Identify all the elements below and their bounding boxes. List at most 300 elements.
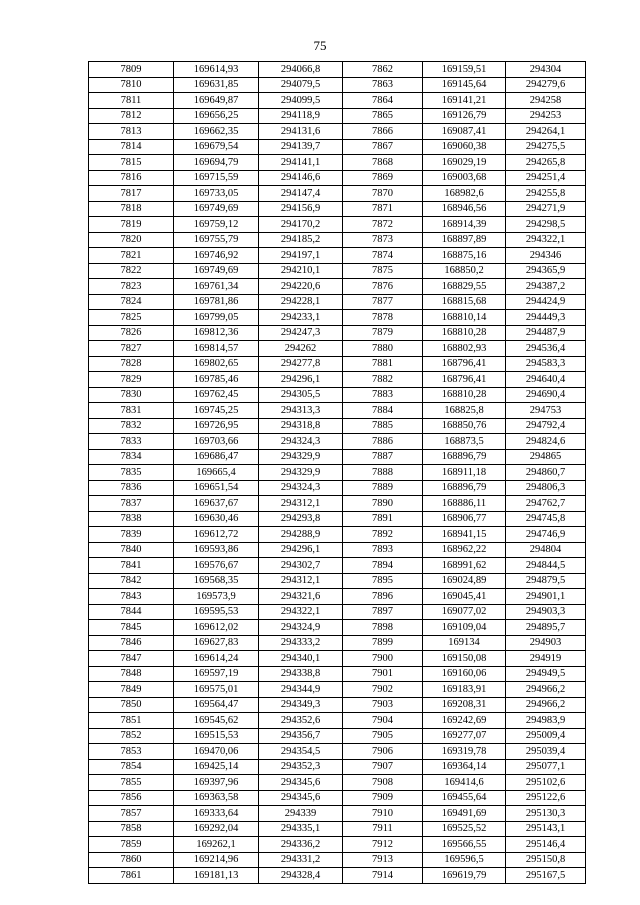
y-coordinate-cell: 294804 — [506, 542, 586, 558]
y-coordinate-cell: 294338,8 — [259, 666, 343, 682]
x-coordinate-cell: 169060,38 — [423, 139, 506, 155]
x-coordinate-cell: 169627,83 — [174, 635, 259, 651]
x-coordinate-cell: 168896,79 — [423, 480, 506, 496]
y-coordinate-cell: 294331,2 — [259, 852, 343, 868]
x-coordinate-cell: 169749,69 — [174, 201, 259, 217]
point-number-cell: 7889 — [343, 480, 423, 496]
y-coordinate-cell: 294264,1 — [506, 124, 586, 140]
point-number-cell: 7914 — [343, 868, 423, 884]
table-row — [89, 682, 586, 698]
point-number-cell: 7851 — [89, 713, 174, 729]
table-row — [89, 542, 586, 558]
point-number-cell: 7846 — [89, 635, 174, 651]
table-row — [89, 124, 586, 140]
y-coordinate-cell: 295143,1 — [506, 821, 586, 837]
x-coordinate-cell: 169593,86 — [174, 542, 259, 558]
x-coordinate-cell: 169630,46 — [174, 511, 259, 527]
x-coordinate-cell: 168810,28 — [423, 325, 506, 341]
x-coordinate-cell: 169470,06 — [174, 744, 259, 760]
y-coordinate-cell: 294233,1 — [259, 310, 343, 326]
point-number-cell: 7824 — [89, 294, 174, 310]
y-coordinate-cell: 294903,3 — [506, 604, 586, 620]
y-coordinate-cell: 294313,3 — [259, 403, 343, 419]
table-row — [89, 186, 586, 202]
point-number-cell: 7894 — [343, 558, 423, 574]
point-number-cell: 7878 — [343, 310, 423, 326]
x-coordinate-cell: 169145,64 — [423, 77, 506, 93]
x-coordinate-cell: 168810,14 — [423, 310, 506, 326]
y-coordinate-cell: 294487,9 — [506, 325, 586, 341]
point-number-cell: 7841 — [89, 558, 174, 574]
y-coordinate-cell: 294352,3 — [259, 759, 343, 775]
point-number-cell: 7813 — [89, 124, 174, 140]
x-coordinate-cell: 169319,78 — [423, 744, 506, 760]
y-coordinate-cell: 294293,8 — [259, 511, 343, 527]
point-number-cell: 7872 — [343, 217, 423, 233]
point-number-cell: 7896 — [343, 589, 423, 605]
point-number-cell: 7818 — [89, 201, 174, 217]
x-coordinate-cell: 169814,57 — [174, 341, 259, 357]
point-number-cell: 7811 — [89, 93, 174, 109]
y-coordinate-cell: 294966,2 — [506, 682, 586, 698]
point-number-cell: 7893 — [343, 542, 423, 558]
x-coordinate-cell: 169726,95 — [174, 418, 259, 434]
point-number-cell: 7856 — [89, 790, 174, 806]
point-number-cell: 7809 — [89, 62, 174, 78]
table-row — [89, 325, 586, 341]
x-coordinate-cell: 169812,36 — [174, 325, 259, 341]
table-row — [89, 651, 586, 667]
x-coordinate-cell: 168941,15 — [423, 527, 506, 543]
table-row — [89, 403, 586, 419]
x-coordinate-cell: 169597,19 — [174, 666, 259, 682]
x-coordinate-cell: 168850,2 — [423, 263, 506, 279]
y-coordinate-cell: 294352,6 — [259, 713, 343, 729]
x-coordinate-cell: 169077,02 — [423, 604, 506, 620]
point-number-cell: 7912 — [343, 837, 423, 853]
y-coordinate-cell: 294312,1 — [259, 496, 343, 512]
point-number-cell: 7898 — [343, 620, 423, 636]
y-coordinate-cell: 294275,5 — [506, 139, 586, 155]
x-coordinate-cell: 169612,02 — [174, 620, 259, 636]
point-number-cell: 7901 — [343, 666, 423, 682]
x-coordinate-cell: 169515,53 — [174, 728, 259, 744]
x-coordinate-cell: 169292,04 — [174, 821, 259, 837]
x-coordinate-cell: 168982,6 — [423, 186, 506, 202]
point-number-cell: 7895 — [343, 573, 423, 589]
x-coordinate-cell: 169746,92 — [174, 248, 259, 264]
point-number-cell: 7834 — [89, 449, 174, 465]
y-coordinate-cell: 295009,4 — [506, 728, 586, 744]
point-number-cell: 7840 — [89, 542, 174, 558]
table-row — [89, 790, 586, 806]
table-row — [89, 480, 586, 496]
x-coordinate-cell: 169612,72 — [174, 527, 259, 543]
point-number-cell: 7860 — [89, 852, 174, 868]
y-coordinate-cell: 294983,9 — [506, 713, 586, 729]
point-number-cell: 7883 — [343, 387, 423, 403]
y-coordinate-cell: 294220,6 — [259, 279, 343, 295]
y-coordinate-cell: 294339 — [259, 806, 343, 822]
x-coordinate-cell: 169141,21 — [423, 93, 506, 109]
y-coordinate-cell: 294322,1 — [506, 232, 586, 248]
point-number-cell: 7910 — [343, 806, 423, 822]
y-coordinate-cell: 294253 — [506, 108, 586, 124]
point-number-cell: 7822 — [89, 263, 174, 279]
point-number-cell: 7825 — [89, 310, 174, 326]
y-coordinate-cell: 294345,6 — [259, 790, 343, 806]
y-coordinate-cell: 294279,6 — [506, 77, 586, 93]
point-number-cell: 7831 — [89, 403, 174, 419]
y-coordinate-cell: 294745,8 — [506, 511, 586, 527]
point-number-cell: 7904 — [343, 713, 423, 729]
y-coordinate-cell: 294304 — [506, 62, 586, 78]
table-row — [89, 635, 586, 651]
table-row — [89, 620, 586, 636]
y-coordinate-cell: 294329,9 — [259, 449, 343, 465]
page-number: 75 — [313, 38, 327, 53]
x-coordinate-cell: 168991,62 — [423, 558, 506, 574]
x-coordinate-cell: 169662,35 — [174, 124, 259, 140]
x-coordinate-cell: 169181,13 — [174, 868, 259, 884]
x-coordinate-cell: 169637,67 — [174, 496, 259, 512]
x-coordinate-cell: 169160,06 — [423, 666, 506, 682]
point-number-cell: 7882 — [343, 372, 423, 388]
x-coordinate-cell: 169781,86 — [174, 294, 259, 310]
point-number-cell: 7907 — [343, 759, 423, 775]
y-coordinate-cell: 294210,1 — [259, 263, 343, 279]
y-coordinate-cell: 294354,5 — [259, 744, 343, 760]
y-coordinate-cell: 294066,8 — [259, 62, 343, 78]
table-row — [89, 511, 586, 527]
x-coordinate-cell: 168911,18 — [423, 465, 506, 481]
y-coordinate-cell: 294860,7 — [506, 465, 586, 481]
y-coordinate-cell: 294258 — [506, 93, 586, 109]
y-coordinate-cell: 295039,4 — [506, 744, 586, 760]
x-coordinate-cell: 169545,62 — [174, 713, 259, 729]
y-coordinate-cell: 294865 — [506, 449, 586, 465]
point-number-cell: 7903 — [343, 697, 423, 713]
x-coordinate-cell: 168875,16 — [423, 248, 506, 264]
point-number-cell: 7868 — [343, 155, 423, 171]
x-coordinate-cell: 169749,69 — [174, 263, 259, 279]
point-number-cell: 7861 — [89, 868, 174, 884]
point-number-cell: 7855 — [89, 775, 174, 791]
x-coordinate-cell: 169745,25 — [174, 403, 259, 419]
x-coordinate-cell: 168815,68 — [423, 294, 506, 310]
x-coordinate-cell: 169686,47 — [174, 449, 259, 465]
x-coordinate-cell: 169619,79 — [423, 868, 506, 884]
y-coordinate-cell: 294312,1 — [259, 573, 343, 589]
point-number-cell: 7908 — [343, 775, 423, 791]
point-number-cell: 7828 — [89, 356, 174, 372]
table-row — [89, 744, 586, 760]
x-coordinate-cell: 169109,04 — [423, 620, 506, 636]
x-coordinate-cell: 169003,68 — [423, 170, 506, 186]
x-coordinate-cell: 169425,14 — [174, 759, 259, 775]
table-row — [89, 666, 586, 682]
y-coordinate-cell: 294449,3 — [506, 310, 586, 326]
x-coordinate-cell: 169762,45 — [174, 387, 259, 403]
x-coordinate-cell: 168796,41 — [423, 356, 506, 372]
table-row — [89, 604, 586, 620]
x-coordinate-cell: 169576,67 — [174, 558, 259, 574]
y-coordinate-cell: 294277,8 — [259, 356, 343, 372]
y-coordinate-cell: 294387,2 — [506, 279, 586, 295]
table-row — [89, 139, 586, 155]
y-coordinate-cell: 294324,9 — [259, 620, 343, 636]
x-coordinate-cell: 169214,96 — [174, 852, 259, 868]
y-coordinate-cell: 294690,4 — [506, 387, 586, 403]
table-row — [89, 170, 586, 186]
x-coordinate-cell: 169333,64 — [174, 806, 259, 822]
x-coordinate-cell: 168873,5 — [423, 434, 506, 450]
x-coordinate-cell: 169703,66 — [174, 434, 259, 450]
x-coordinate-cell: 169802,65 — [174, 356, 259, 372]
table-row — [89, 263, 586, 279]
point-number-cell: 7897 — [343, 604, 423, 620]
y-coordinate-cell: 295122,6 — [506, 790, 586, 806]
point-number-cell: 7830 — [89, 387, 174, 403]
y-coordinate-cell: 294336,2 — [259, 837, 343, 853]
y-coordinate-cell: 295146,4 — [506, 837, 586, 853]
point-number-cell: 7844 — [89, 604, 174, 620]
coordinates-table — [88, 61, 586, 884]
table-row — [89, 201, 586, 217]
point-number-cell: 7899 — [343, 635, 423, 651]
point-number-cell: 7862 — [343, 62, 423, 78]
point-number-cell: 7810 — [89, 77, 174, 93]
x-coordinate-cell: 169596,5 — [423, 852, 506, 868]
point-number-cell: 7859 — [89, 837, 174, 853]
x-coordinate-cell: 169525,52 — [423, 821, 506, 837]
y-coordinate-cell: 294806,3 — [506, 480, 586, 496]
x-coordinate-cell: 169649,87 — [174, 93, 259, 109]
x-coordinate-cell: 168810,28 — [423, 387, 506, 403]
table-row — [89, 496, 586, 512]
point-number-cell: 7842 — [89, 573, 174, 589]
y-coordinate-cell: 294318,8 — [259, 418, 343, 434]
table-row — [89, 558, 586, 574]
y-coordinate-cell: 294424,9 — [506, 294, 586, 310]
y-coordinate-cell: 294824,6 — [506, 434, 586, 450]
point-number-cell: 7873 — [343, 232, 423, 248]
point-number-cell: 7892 — [343, 527, 423, 543]
x-coordinate-cell: 169573,9 — [174, 589, 259, 605]
y-coordinate-cell: 294346 — [506, 248, 586, 264]
x-coordinate-cell: 168802,93 — [423, 341, 506, 357]
y-coordinate-cell: 294322,1 — [259, 604, 343, 620]
point-number-cell: 7838 — [89, 511, 174, 527]
y-coordinate-cell: 294288,9 — [259, 527, 343, 543]
point-number-cell: 7877 — [343, 294, 423, 310]
y-coordinate-cell: 294335,1 — [259, 821, 343, 837]
table-row — [89, 77, 586, 93]
y-coordinate-cell: 294296,1 — [259, 542, 343, 558]
y-coordinate-cell: 294099,5 — [259, 93, 343, 109]
y-coordinate-cell: 294365,9 — [506, 263, 586, 279]
point-number-cell: 7867 — [343, 139, 423, 155]
point-number-cell: 7812 — [89, 108, 174, 124]
point-number-cell: 7817 — [89, 186, 174, 202]
y-coordinate-cell: 294251,4 — [506, 170, 586, 186]
point-number-cell: 7875 — [343, 263, 423, 279]
point-number-cell: 7848 — [89, 666, 174, 682]
table-row — [89, 713, 586, 729]
table-row — [89, 697, 586, 713]
x-coordinate-cell: 168886,11 — [423, 496, 506, 512]
y-coordinate-cell: 294265,8 — [506, 155, 586, 171]
table-row — [89, 387, 586, 403]
y-coordinate-cell: 294139,7 — [259, 139, 343, 155]
point-number-cell: 7887 — [343, 449, 423, 465]
table-row — [89, 310, 586, 326]
y-coordinate-cell: 294753 — [506, 403, 586, 419]
point-number-cell: 7888 — [343, 465, 423, 481]
point-number-cell: 7900 — [343, 651, 423, 667]
y-coordinate-cell: 294255,8 — [506, 186, 586, 202]
table-row — [89, 527, 586, 543]
point-number-cell: 7913 — [343, 852, 423, 868]
x-coordinate-cell: 169759,12 — [174, 217, 259, 233]
point-number-cell: 7857 — [89, 806, 174, 822]
x-coordinate-cell: 169029,19 — [423, 155, 506, 171]
y-coordinate-cell: 294131,6 — [259, 124, 343, 140]
x-coordinate-cell: 169733,05 — [174, 186, 259, 202]
y-coordinate-cell: 294536,4 — [506, 341, 586, 357]
x-coordinate-cell: 169208,31 — [423, 697, 506, 713]
x-coordinate-cell: 169363,58 — [174, 790, 259, 806]
y-coordinate-cell: 294762,7 — [506, 496, 586, 512]
x-coordinate-cell: 168796,41 — [423, 372, 506, 388]
y-coordinate-cell: 294247,3 — [259, 325, 343, 341]
table-row — [89, 573, 586, 589]
x-coordinate-cell: 168829,55 — [423, 279, 506, 295]
x-coordinate-cell: 169694,79 — [174, 155, 259, 171]
y-coordinate-cell: 294185,2 — [259, 232, 343, 248]
y-coordinate-cell: 294305,5 — [259, 387, 343, 403]
point-number-cell: 7853 — [89, 744, 174, 760]
table-row — [89, 434, 586, 450]
x-coordinate-cell: 169134 — [423, 635, 506, 651]
y-coordinate-cell: 294321,6 — [259, 589, 343, 605]
x-coordinate-cell: 168897,89 — [423, 232, 506, 248]
y-coordinate-cell: 294792,4 — [506, 418, 586, 434]
x-coordinate-cell: 169595,53 — [174, 604, 259, 620]
y-coordinate-cell: 294919 — [506, 651, 586, 667]
x-coordinate-cell: 169491,69 — [423, 806, 506, 822]
point-number-cell: 7835 — [89, 465, 174, 481]
point-number-cell: 7858 — [89, 821, 174, 837]
table-row — [89, 589, 586, 605]
point-number-cell: 7849 — [89, 682, 174, 698]
point-number-cell: 7826 — [89, 325, 174, 341]
y-coordinate-cell: 294271,9 — [506, 201, 586, 217]
x-coordinate-cell: 169397,96 — [174, 775, 259, 791]
y-coordinate-cell: 294356,7 — [259, 728, 343, 744]
y-coordinate-cell: 295077,1 — [506, 759, 586, 775]
point-number-cell: 7847 — [89, 651, 174, 667]
point-number-cell: 7839 — [89, 527, 174, 543]
y-coordinate-cell: 294344,9 — [259, 682, 343, 698]
point-number-cell: 7880 — [343, 341, 423, 357]
table-row — [89, 821, 586, 837]
point-number-cell: 7823 — [89, 279, 174, 295]
point-number-cell: 7911 — [343, 821, 423, 837]
table-row — [89, 418, 586, 434]
point-number-cell: 7845 — [89, 620, 174, 636]
y-coordinate-cell: 294228,1 — [259, 294, 343, 310]
point-number-cell: 7906 — [343, 744, 423, 760]
y-coordinate-cell: 294329,9 — [259, 465, 343, 481]
point-number-cell: 7863 — [343, 77, 423, 93]
point-number-cell: 7885 — [343, 418, 423, 434]
table-row — [89, 465, 586, 481]
table-row — [89, 775, 586, 791]
point-number-cell: 7836 — [89, 480, 174, 496]
y-coordinate-cell: 294079,5 — [259, 77, 343, 93]
x-coordinate-cell: 169651,54 — [174, 480, 259, 496]
x-coordinate-cell: 169159,51 — [423, 62, 506, 78]
x-coordinate-cell: 169656,25 — [174, 108, 259, 124]
y-coordinate-cell: 294895,7 — [506, 620, 586, 636]
point-number-cell: 7905 — [343, 728, 423, 744]
point-number-cell: 7890 — [343, 496, 423, 512]
y-coordinate-cell: 294949,5 — [506, 666, 586, 682]
x-coordinate-cell: 169242,69 — [423, 713, 506, 729]
x-coordinate-cell: 169761,34 — [174, 279, 259, 295]
y-coordinate-cell: 294298,5 — [506, 217, 586, 233]
point-number-cell: 7814 — [89, 139, 174, 155]
table-row — [89, 217, 586, 233]
y-coordinate-cell: 294583,3 — [506, 356, 586, 372]
point-number-cell: 7866 — [343, 124, 423, 140]
x-coordinate-cell: 168914,39 — [423, 217, 506, 233]
x-coordinate-cell: 169126,79 — [423, 108, 506, 124]
x-coordinate-cell: 169614,24 — [174, 651, 259, 667]
y-coordinate-cell: 294262 — [259, 341, 343, 357]
table-row — [89, 155, 586, 171]
table-row — [89, 868, 586, 884]
point-number-cell: 7909 — [343, 790, 423, 806]
point-number-cell: 7852 — [89, 728, 174, 744]
table-row — [89, 294, 586, 310]
point-number-cell: 7832 — [89, 418, 174, 434]
y-coordinate-cell: 294146,6 — [259, 170, 343, 186]
point-number-cell: 7854 — [89, 759, 174, 775]
x-coordinate-cell: 169715,59 — [174, 170, 259, 186]
y-coordinate-cell: 294966,2 — [506, 697, 586, 713]
y-coordinate-cell: 295167,5 — [506, 868, 586, 884]
point-number-cell: 7884 — [343, 403, 423, 419]
y-coordinate-cell: 294324,3 — [259, 480, 343, 496]
point-number-cell: 7833 — [89, 434, 174, 450]
x-coordinate-cell: 169614,93 — [174, 62, 259, 78]
x-coordinate-cell: 169575,01 — [174, 682, 259, 698]
x-coordinate-cell: 169799,05 — [174, 310, 259, 326]
table-row — [89, 806, 586, 822]
point-number-cell: 7821 — [89, 248, 174, 264]
y-coordinate-cell: 294324,3 — [259, 434, 343, 450]
x-coordinate-cell: 169262,1 — [174, 837, 259, 853]
y-coordinate-cell: 294328,4 — [259, 868, 343, 884]
point-number-cell: 7874 — [343, 248, 423, 264]
point-number-cell: 7843 — [89, 589, 174, 605]
table-row — [89, 248, 586, 264]
table-row — [89, 449, 586, 465]
y-coordinate-cell: 294141,1 — [259, 155, 343, 171]
y-coordinate-cell: 294302,7 — [259, 558, 343, 574]
